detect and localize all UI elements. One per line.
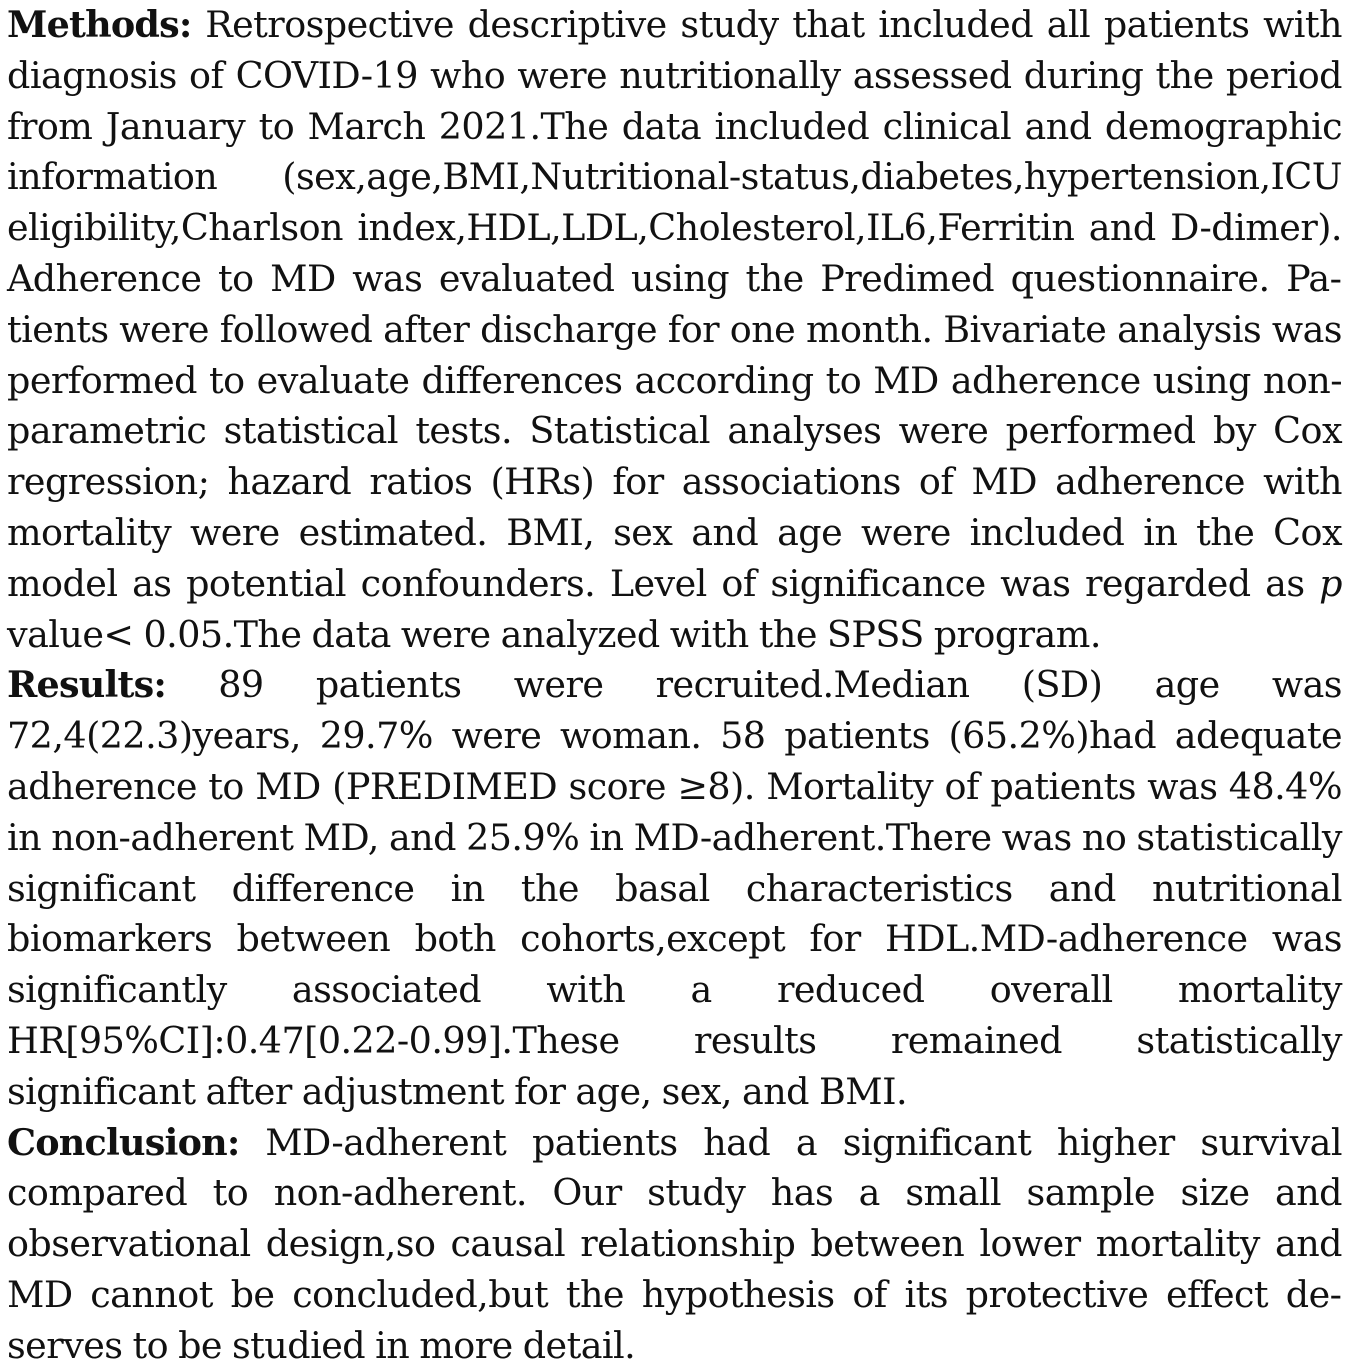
methods-text-1: Retrospective descriptive study that included all patients with diagnosis of COVID-19 who were nutritionally assessed during the period from January to March 2021.The data included clinical and demographic information (sex,age,BMI,Nutritional-status,diabetes,hypertension,ICU eligibility,Charlson index,HDL,LDL,Cholesterol,IL6,Ferritin and D-dimer). Adherence to MD was evaluated using the Predimed questionnaire. Patients were followed after discharge for one month. Bivariate analysis was performed to evaluate differences according to MD adherence using non-parametric statistical tests. Statistical analyses were performed by Cox regression; hazard ratios (HRs) for associations of MD adherence with mortality were estimated. BMI, sex and age were included in the Cox model as potential confounders. Level of significance was regarded as — [7, 3, 1342, 605]
conclusion-text: MD-adherent patients had a significant higher survival compared to non-adherent. Our study has a small sample size and observational design,so causal relationship between lower mortality and MD cannot be concluded,but the hypothesis of its protective effect deserves to be studied in more detail. — [7, 1120, 1342, 1367]
methods-italic-p: p — [1319, 561, 1342, 605]
methods-heading: Methods: — [7, 3, 192, 46]
methods-paragraph — [7, 0, 1342, 660]
results-paragraph — [7, 660, 1342, 1117]
conclusion-heading: Conclusion: — [7, 1120, 240, 1164]
results-heading: Results: — [7, 663, 166, 707]
conclusion-paragraph — [7, 1118, 1342, 1372]
results-text: 89 patients were recruited.Median (SD) age was 72,4(22.3)years, 29.7% were woman. 58 patients (65.2%)had adequate adherence to MD (PREDIMED score ≥8). Mortality of patients was 48.4% in non-adherent MD, and 25.9% in MD-adherent.There was no statistically significant difference in the basal characteristics and nutritional biomarkers between both cohorts,except for HDL.MD-adherence was significantly associated with a reduced overall mortality HR[95%CI]:0.47[0.22-0.99].These results remained statistically significant after adjustment for age, sex, and BMI. — [7, 663, 1342, 1113]
methods-text-2: value< 0.05.The data were analyzed with the SPSS program. — [7, 612, 1101, 656]
